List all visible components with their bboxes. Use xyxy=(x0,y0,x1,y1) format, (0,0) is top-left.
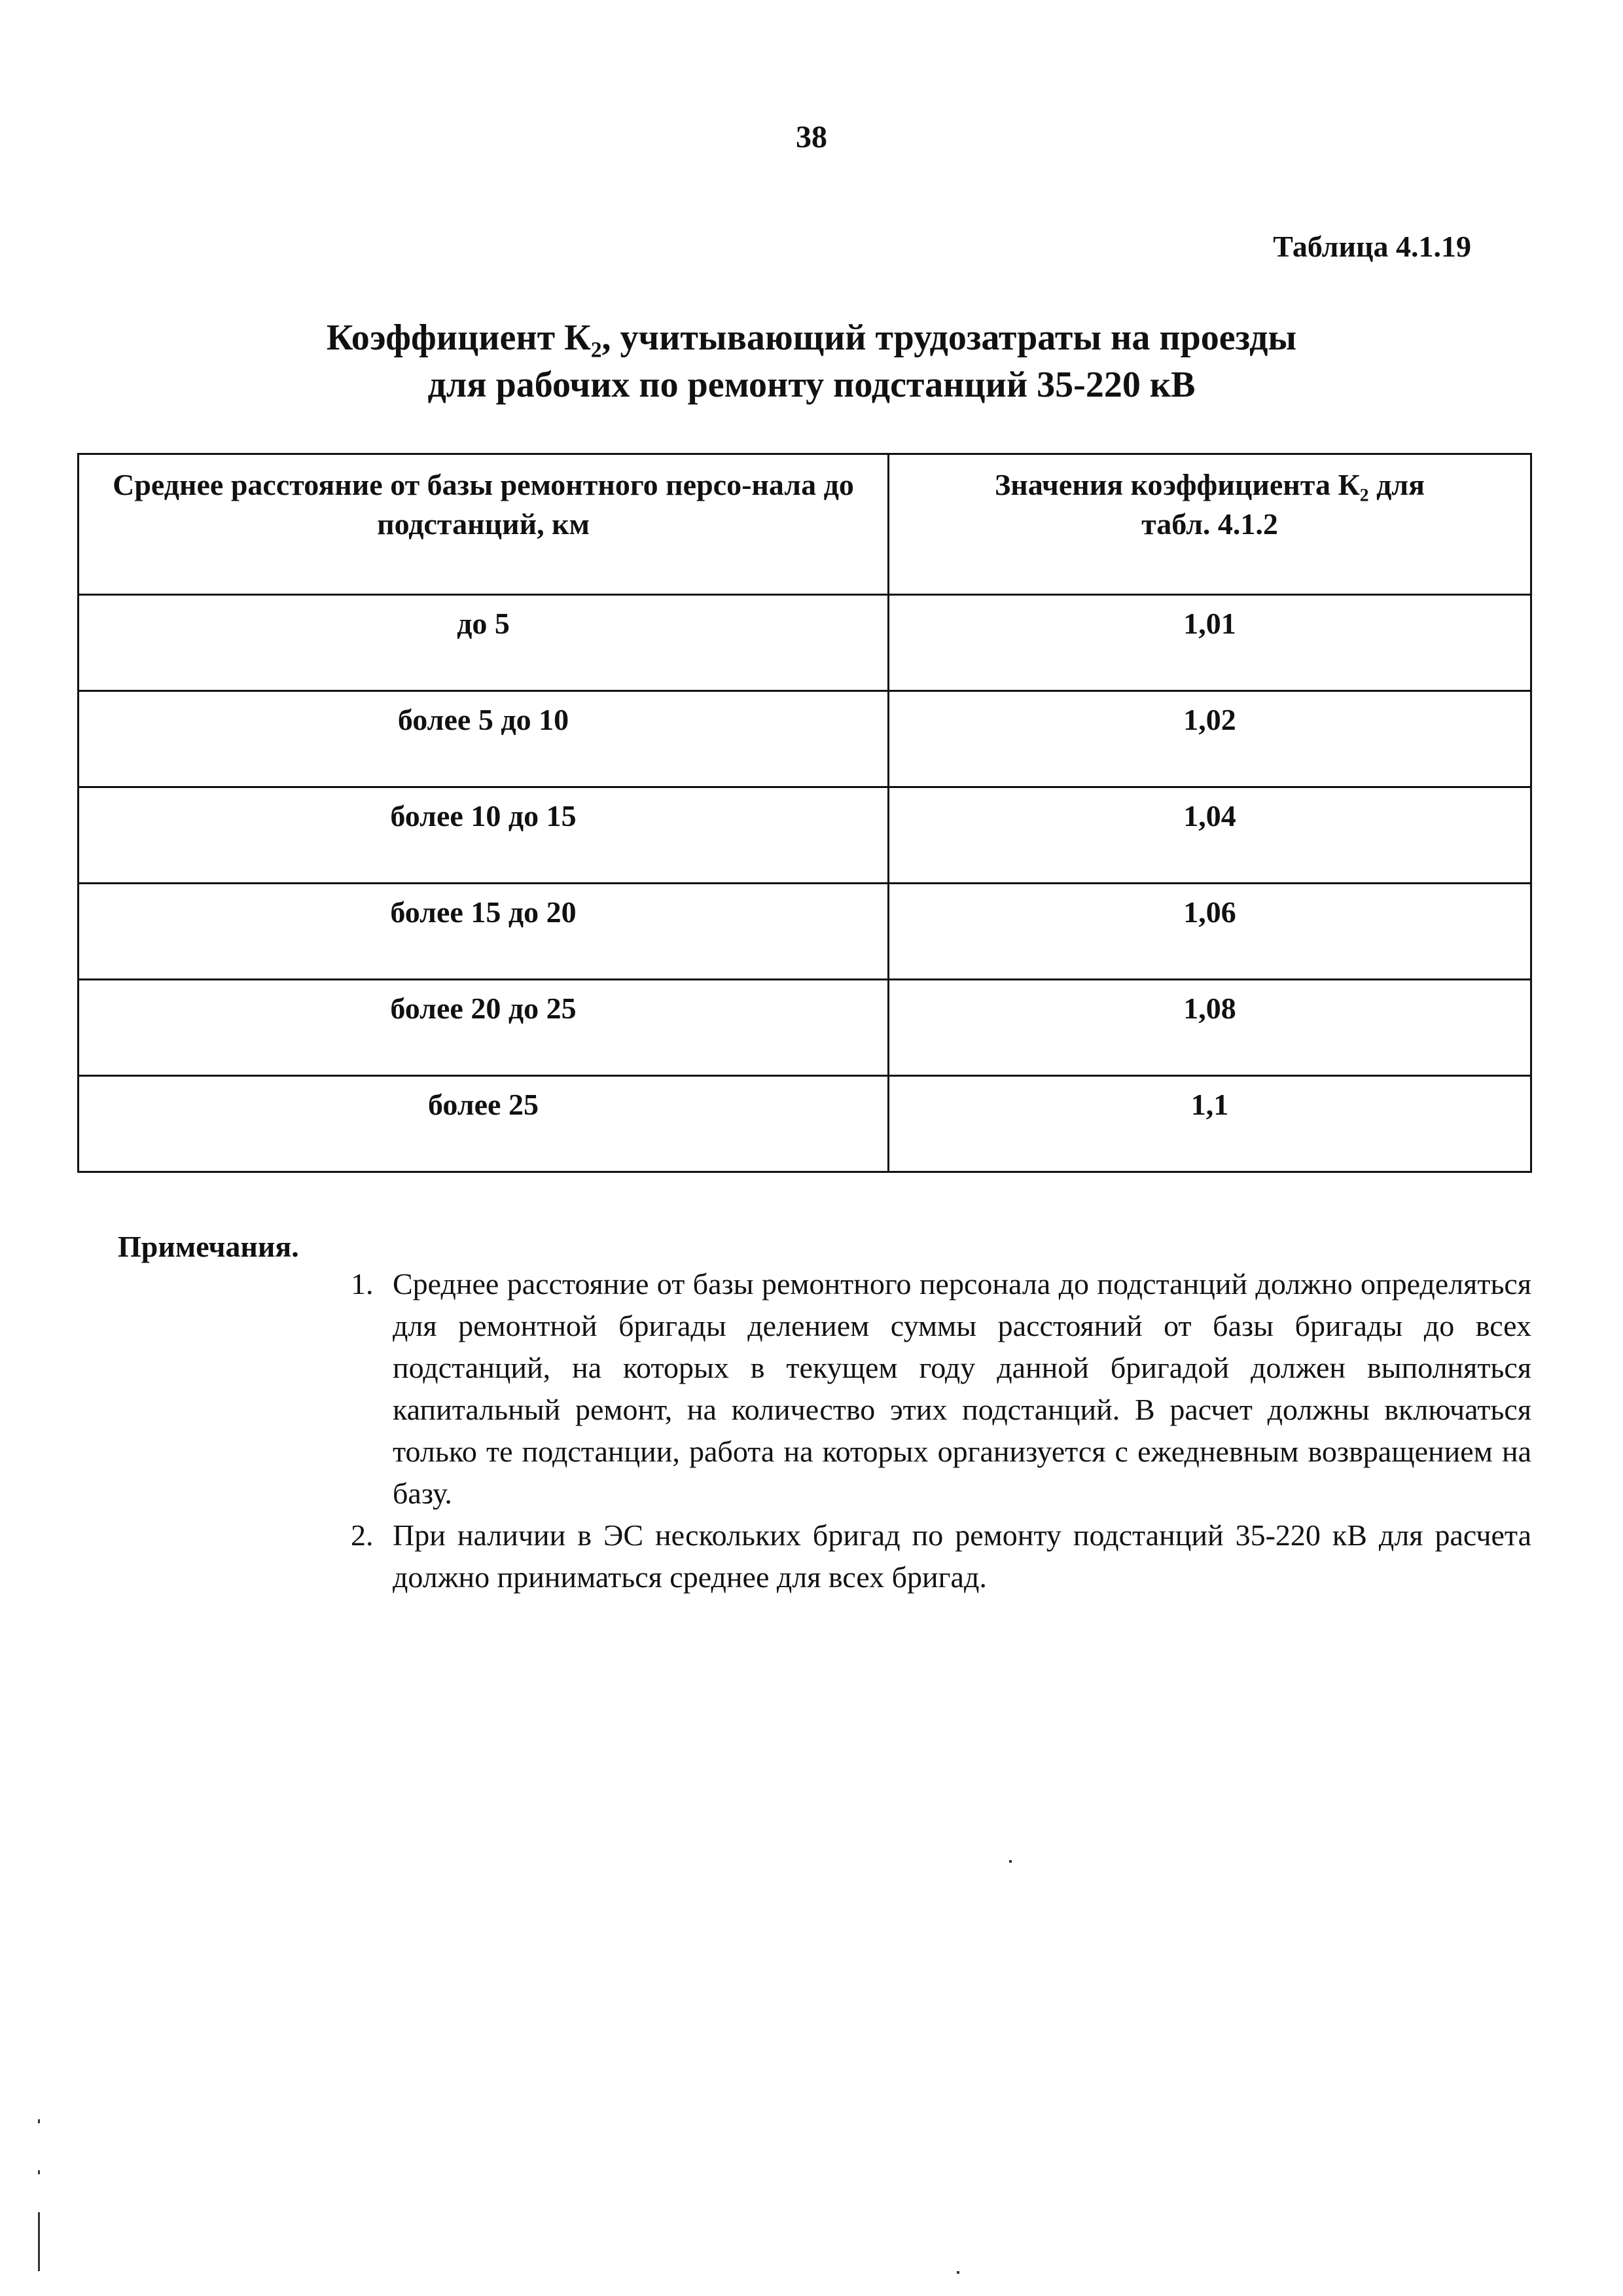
table-row xyxy=(79,691,1531,787)
coefficient-table xyxy=(77,453,1532,1173)
scan-speck xyxy=(38,2212,40,2271)
scan-speck xyxy=(38,2119,40,2123)
coefficient-cell: 1,02 xyxy=(889,691,1531,787)
notes-list xyxy=(351,1263,1531,1598)
note-text: Среднее расстояние от базы ремонтного персонала до подстанций должно определяться для ремонтной бригады делением суммы расстояний от базы бригады до всех подстанций, на которых в текущем году данной бригадой должен выполняться капитальный ремонт, на количество этих подстанций. В расчет должны включаться только те подстанции, работа на которых организуется с ежедневным возвращением на базу. xyxy=(393,1267,1531,1510)
note-item xyxy=(351,1263,1531,1515)
distance-cell: более 15 до 20 xyxy=(79,884,889,980)
page-number: 38 xyxy=(796,120,827,154)
note-number: 2. xyxy=(351,1518,374,1552)
distance-cell: до 5 xyxy=(79,595,889,691)
distance-cell: более 20 до 25 xyxy=(79,980,889,1076)
coefficient-cell: 1,08 xyxy=(889,980,1531,1076)
table-label: Таблица 4.1.19 xyxy=(1273,230,1471,263)
table-row xyxy=(79,980,1531,1076)
table-header-row xyxy=(79,454,1531,595)
distance-cell: более 10 до 15 xyxy=(79,787,889,884)
table-title-line-2: для рабочих по ремонту подстанций 35-220 кВ xyxy=(427,365,1196,405)
coefficient-cell: 1,04 xyxy=(889,787,1531,884)
note-item xyxy=(351,1515,1531,1598)
coefficient-cell: 1,01 xyxy=(889,595,1531,691)
table-row xyxy=(79,884,1531,980)
scan-speck xyxy=(957,2271,959,2274)
header-coefficient: Значения коэффициента К₂ для табл. 4.1.2 xyxy=(889,454,1531,595)
table-row xyxy=(79,787,1531,884)
distance-cell: более 25 xyxy=(79,1076,889,1172)
note-text: При наличии в ЭС нескольких бригад по ремонту подстанций 35-220 кВ для расчета должно приниматься среднее для всех бригад. xyxy=(393,1518,1531,1594)
scan-speck xyxy=(38,2170,40,2174)
table-row xyxy=(79,1076,1531,1172)
table-title xyxy=(0,314,1623,408)
scan-speck xyxy=(1009,1860,1012,1863)
coefficient-cell: 1,1 xyxy=(889,1076,1531,1172)
header-distance: Среднее расстояние от базы ремонтного персо-нала до подстанций, км xyxy=(79,454,889,595)
coefficient-cell: 1,06 xyxy=(889,884,1531,980)
note-number: 1. xyxy=(351,1267,374,1300)
table-row xyxy=(79,595,1531,691)
table-title-line-1: Коэффициент К₂, учитывающий трудозатраты на проезды xyxy=(326,317,1297,358)
distance-cell: более 5 до 10 xyxy=(79,691,889,787)
notes-heading: Примечания. xyxy=(118,1230,299,1263)
